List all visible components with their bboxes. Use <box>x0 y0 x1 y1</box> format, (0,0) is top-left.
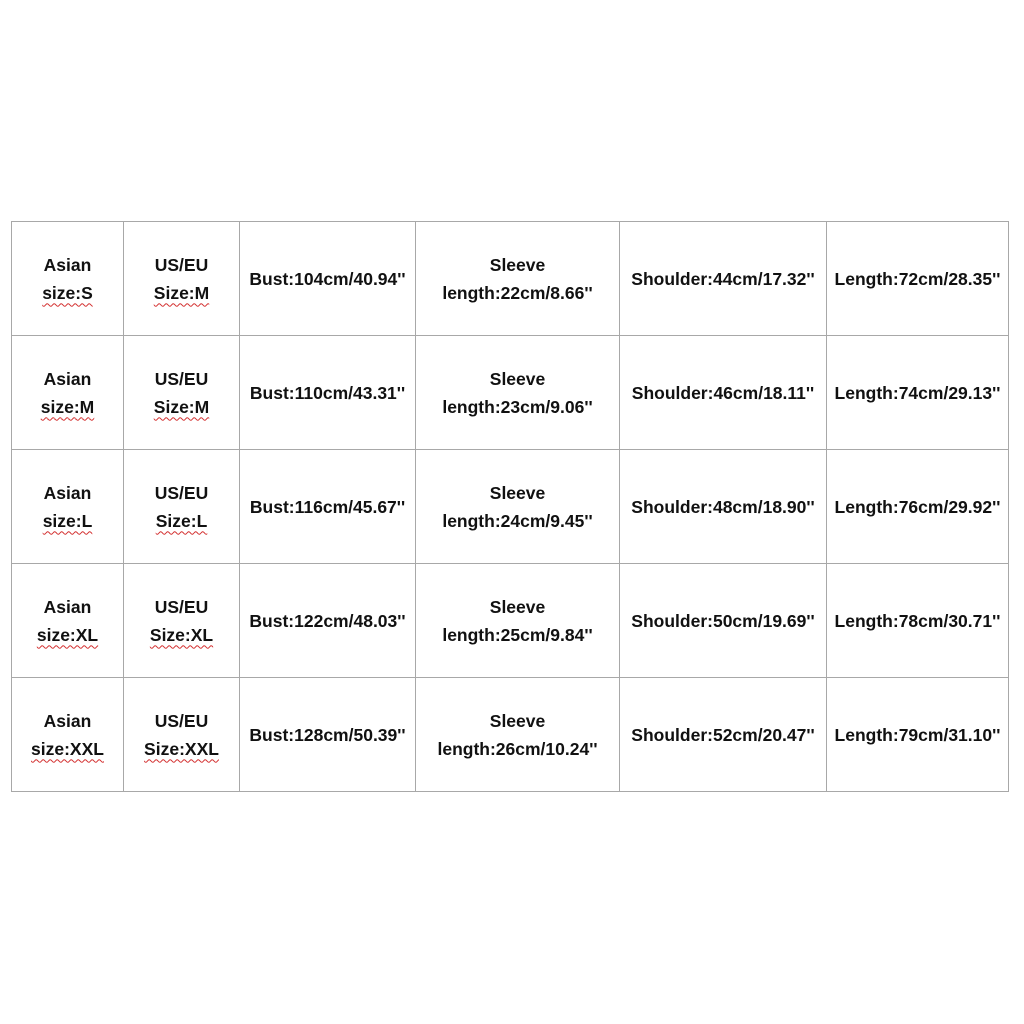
us-eu-label: US/EU <box>154 596 209 617</box>
shoulder-cell: Shoulder:44cm/17.32'' <box>620 222 827 336</box>
asian-size-cell <box>12 678 124 792</box>
length-cell: Length:78cm/30.71'' <box>827 564 1009 678</box>
asian-size-value: size:XXL <box>31 738 104 759</box>
asian-size-value: size:L <box>42 510 93 531</box>
sleeve-length-value: length:22cm/8.66'' <box>442 282 593 303</box>
us-eu-size-value: Size:M <box>153 396 210 417</box>
size-chart-table <box>11 221 1009 792</box>
asian-size-cell <box>12 450 124 564</box>
sleeve-length-cell <box>416 336 620 450</box>
table-row <box>12 678 1009 792</box>
asian-label: Asian <box>43 482 92 503</box>
sleeve-length-cell <box>416 450 620 564</box>
shoulder-cell: Shoulder:46cm/18.11'' <box>620 336 827 450</box>
us-eu-size-value: Size:L <box>155 510 208 531</box>
us-eu-label: US/EU <box>154 710 209 731</box>
us-eu-size-cell <box>124 564 240 678</box>
asian-size-cell <box>12 336 124 450</box>
sleeve-length-value: length:24cm/9.45'' <box>442 510 593 531</box>
sleeve-length-value: length:25cm/9.84'' <box>442 624 593 645</box>
asian-label: Asian <box>43 254 92 275</box>
sleeve-length-cell <box>416 564 620 678</box>
sleeve-label: Sleeve <box>489 596 546 617</box>
sleeve-length-cell <box>416 678 620 792</box>
length-cell: Length:72cm/28.35'' <box>827 222 1009 336</box>
sleeve-label: Sleeve <box>489 254 546 275</box>
sleeve-length-value: length:23cm/9.06'' <box>442 396 593 417</box>
us-eu-size-value: Size:XXL <box>144 738 219 759</box>
us-eu-label: US/EU <box>154 368 209 389</box>
us-eu-label: US/EU <box>154 254 209 275</box>
us-eu-size-cell <box>124 450 240 564</box>
sleeve-label: Sleeve <box>489 368 546 389</box>
sleeve-length-value: length:26cm/10.24'' <box>437 738 598 759</box>
bust-cell: Bust:110cm/43.31'' <box>240 336 416 450</box>
us-eu-size-cell <box>124 222 240 336</box>
shoulder-cell: Shoulder:50cm/19.69'' <box>620 564 827 678</box>
asian-label: Asian <box>43 710 92 731</box>
bust-cell: Bust:116cm/45.67'' <box>240 450 416 564</box>
asian-size-value: size:XL <box>36 624 99 645</box>
sleeve-label: Sleeve <box>489 710 546 731</box>
us-eu-size-value: Size:XL <box>149 624 214 645</box>
asian-label: Asian <box>43 596 92 617</box>
table-row <box>12 336 1009 450</box>
table-row <box>12 564 1009 678</box>
sleeve-label: Sleeve <box>489 482 546 503</box>
length-cell: Length:74cm/29.13'' <box>827 336 1009 450</box>
us-eu-size-cell <box>124 678 240 792</box>
table-row <box>12 450 1009 564</box>
asian-size-cell <box>12 564 124 678</box>
bust-cell: Bust:122cm/48.03'' <box>240 564 416 678</box>
asian-label: Asian <box>43 368 92 389</box>
asian-size-value: size:S <box>42 282 93 303</box>
asian-size-value: size:M <box>40 396 95 417</box>
table-row <box>12 222 1009 336</box>
sleeve-length-cell <box>416 222 620 336</box>
shoulder-cell: Shoulder:48cm/18.90'' <box>620 450 827 564</box>
asian-size-cell <box>12 222 124 336</box>
us-eu-label: US/EU <box>154 482 209 503</box>
length-cell: Length:76cm/29.92'' <box>827 450 1009 564</box>
us-eu-size-cell <box>124 336 240 450</box>
length-cell: Length:79cm/31.10'' <box>827 678 1009 792</box>
shoulder-cell: Shoulder:52cm/20.47'' <box>620 678 827 792</box>
us-eu-size-value: Size:M <box>153 282 210 303</box>
bust-cell: Bust:104cm/40.94'' <box>240 222 416 336</box>
bust-cell: Bust:128cm/50.39'' <box>240 678 416 792</box>
